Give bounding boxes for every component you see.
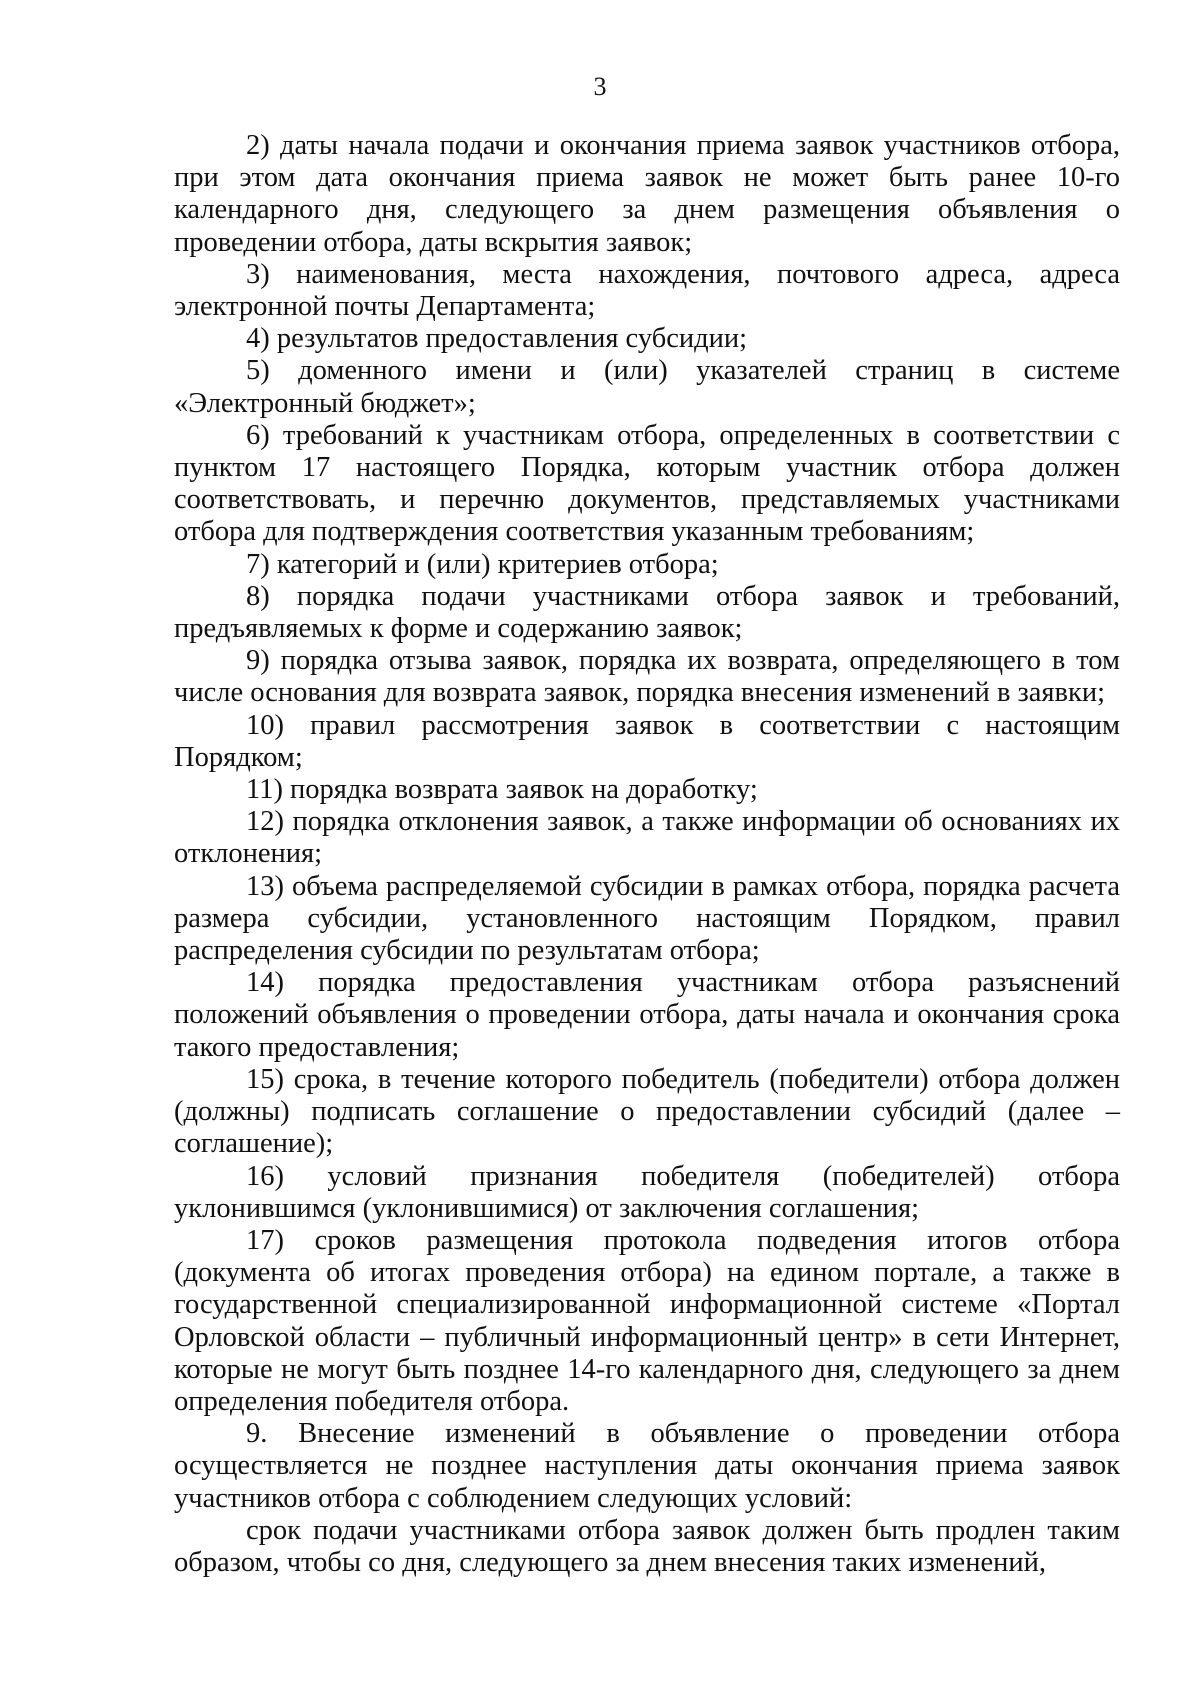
paragraph-item-9: 9) порядка отзыва заявок, порядка их возврата, определяющего в том числе основания для возврата заявок, порядка внесения изменений в заявки; xyxy=(174,645,1120,709)
paragraph-item-17: 17) сроков размещения протокола подведения итогов отбора (документа об итогах проведения отбора) на едином портале, а также в государственной специализированной информационной системе «Портал Орловской области – публичный информационный центр» в сети Интернет, которые не могут быть позднее 14-го календарного дня, следующего за днем определения победителя отбора. xyxy=(174,1224,1120,1417)
paragraph-item-13: 13) объема распределяемой субсидии в рамках отбора, порядка расчета размера субсидии, установленного настоящим Порядком, правил распределения субсидии по результатам отбора; xyxy=(174,870,1120,967)
paragraph-item-12: 12) порядка отклонения заявок, а также информации об основаниях их отклонения; xyxy=(174,806,1120,870)
paragraph-item-7: 7) категорий и (или) критериев отбора; xyxy=(246,548,719,580)
paragraph-item-4: 4) результатов предоставления субсидии; xyxy=(246,323,748,355)
section-9-condition-paragraph: срок подачи участниками отбора заявок должен быть продлен таким образом, чтобы со дня, следующего за днем внесения таких изменений, xyxy=(174,1514,1120,1578)
section-9-paragraph: 9. Внесение изменений в объявление о проведении отбора осуществляется не позднее наступления даты окончания приема заявок участников отбора с соблюдением следующих условий: xyxy=(174,1418,1120,1514)
paragraph-item-10: 10) правил рассмотрения заявок в соответствии с настоящим Порядком; xyxy=(174,709,1120,773)
document-body xyxy=(174,130,1120,1579)
paragraph-item-2: 2) даты начала подачи и окончания приема заявок участников отбора, при этом дата окончания приема заявок не может быть ранее 10-го календарного дня, следующего за днем размещения объявления о проведении отбора, даты вскрытия заявок; xyxy=(174,130,1120,258)
paragraph-item-6: 6) требований к участникам отбора, определенных в соответствии с пунктом 17 настоящего Порядка, которым участник отбора должен соответствовать, и перечню документов, представляемых участниками отбора для подтверждения соответствия указанным требованиям; xyxy=(174,419,1120,548)
paragraph-item-11: 11) порядка возврата заявок на доработку; xyxy=(246,774,758,806)
paragraph-item-15: 15) срока, в течение которого победитель (победители) отбора должен (должны) подписать соглашение о предоставлении субсидий (далее – соглашение); xyxy=(174,1063,1120,1160)
paragraph-item-3: 3) наименования, места нахождения, почтового адреса, адреса электронной почты Департамента; xyxy=(174,258,1120,323)
paragraph-item-16: 16) условий признания победителя (победителей) отбора уклонившимся (уклонившимися) от заключения соглашения; xyxy=(174,1160,1120,1224)
paragraph-item-8: 8) порядка подачи участниками отбора заявок и требований, предъявляемых к форме и содержанию заявок; xyxy=(174,580,1120,645)
page-number: 3 xyxy=(593,72,607,101)
paragraph-item-5: 5) доменного имени и (или) указателей страниц в системе «Электронный бюджет»; xyxy=(174,355,1120,419)
paragraph-item-14: 14) порядка предоставления участникам отбора разъяснений положений объявления о проведении отбора, даты начала и окончания срока такого предоставления; xyxy=(174,967,1120,1063)
